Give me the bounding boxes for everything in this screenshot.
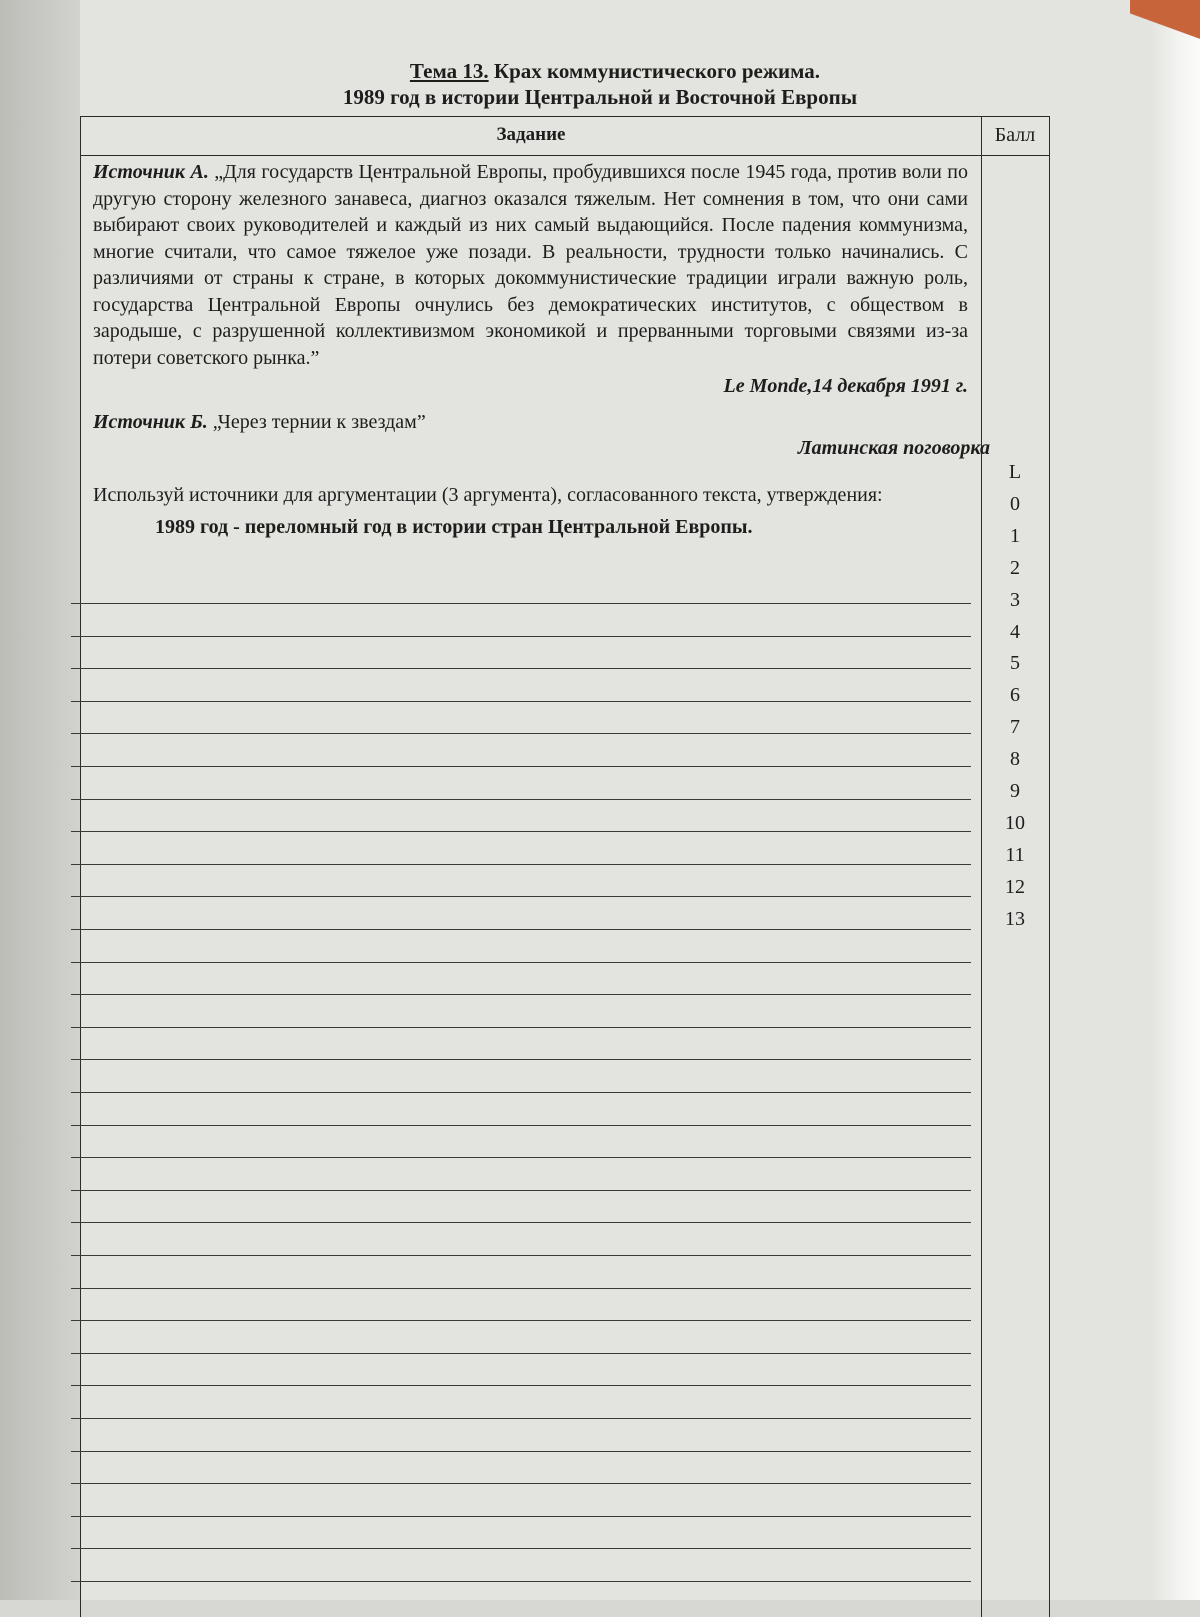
statement-text: 1989 год - переломный год в истории стран Центральной Европы.: [155, 516, 753, 538]
answer-line: [71, 1125, 971, 1126]
page-edge: [1150, 0, 1200, 1600]
source-a-attribution: Le Monde,14 декабря 1991 г.: [723, 375, 968, 397]
task-header: Задание: [496, 124, 566, 145]
answer-line: [71, 1190, 971, 1191]
score-item: 0: [1010, 492, 1020, 515]
score-item: 6: [1010, 684, 1020, 707]
score-item: 13: [1005, 907, 1025, 930]
score-item: 4: [1010, 620, 1020, 643]
answer-line: [71, 603, 971, 604]
answer-line: [71, 1320, 971, 1321]
title-line-1: Крах коммунистического режима.: [493, 59, 821, 83]
answer-line: [71, 1092, 971, 1093]
page-shadow: [0, 0, 80, 1600]
answer-line: [71, 1255, 971, 1256]
score-item: 12: [1005, 875, 1025, 898]
answer-line: [71, 766, 971, 767]
source-b-attribution: Латинская поговорка: [797, 437, 990, 459]
answer-line: [71, 962, 971, 963]
answer-line: [71, 1222, 971, 1223]
answer-line: [71, 1059, 971, 1060]
background-corner: [1130, 0, 1200, 60]
answer-line: [71, 668, 971, 669]
score-item: 10: [1005, 811, 1025, 834]
answer-line: [71, 1581, 971, 1582]
answer-line: [71, 636, 971, 637]
answer-line: [71, 1516, 971, 1517]
answer-line: [71, 994, 971, 995]
answer-line: [71, 1288, 971, 1289]
score-item: 1: [1010, 524, 1020, 547]
source-a-text: „Для государств Центральной Европы, пробудившихся после 1945 года, против воли по другую сторону железного занавеса, диагноз оказался тяжелым. Нет сомнения в том, что они сами выбирают своих руководителей и каждый из них самый выдающийся. После падения коммунизма, многие считали, что самое тяжелое уже позади. В реальности, трудности только начинались. С различиями от страны к стране, в которых докоммунистические традиции играли важную роль, государства Центральной Европы очнулись без демократических институтов, с обществом в зародыше, с разрушенной коллективизмом экономикой и прерванными торговыми связями из-за потери советского рынка.”: [93, 161, 968, 369]
task-content: [93, 159, 990, 542]
answer-line: [71, 1451, 971, 1452]
answer-line: [71, 733, 971, 734]
source-a-label: Источник А.: [93, 161, 209, 183]
score-item: 5: [1010, 652, 1020, 675]
score-item: 9: [1010, 780, 1020, 802]
source-a: [93, 159, 968, 371]
source-b-label: Источник Б.: [93, 411, 208, 433]
answer-line: [71, 929, 971, 930]
answer-line: [71, 1418, 971, 1419]
instruction-text: Используй источники для аргументации (3 аргумента), согласованного текста, утверждения:: [93, 484, 883, 506]
title-line-2: 1989 год в истории Центральной и Восточной Европы: [342, 85, 858, 109]
score-item: 8: [1010, 748, 1020, 771]
answer-line: [71, 1548, 971, 1549]
answer-line: [71, 1353, 971, 1354]
answer-line: [71, 1385, 971, 1386]
score-item: 3: [1010, 588, 1020, 611]
answer-line: [71, 864, 971, 865]
source-b: [93, 409, 968, 435]
topic-label: Тема 13.: [409, 59, 489, 83]
score-header: Балл: [994, 124, 1036, 146]
answer-line: [71, 1157, 971, 1158]
page-heading: [0, 58, 1200, 110]
answer-line: [71, 1027, 971, 1028]
score-item: L: [1008, 461, 1022, 483]
source-b-text: „Через тернии к звездам”: [212, 411, 426, 433]
score-column: [981, 117, 1049, 1617]
answer-line: [71, 831, 971, 832]
answer-line: [71, 799, 971, 800]
score-item: 2: [1010, 556, 1020, 579]
task-table: [80, 116, 1050, 1617]
score-item: 11: [1005, 843, 1025, 866]
answer-line: [71, 1483, 971, 1484]
answer-line: [71, 701, 971, 702]
answer-line: [71, 896, 971, 897]
score-item: 7: [1010, 716, 1020, 739]
